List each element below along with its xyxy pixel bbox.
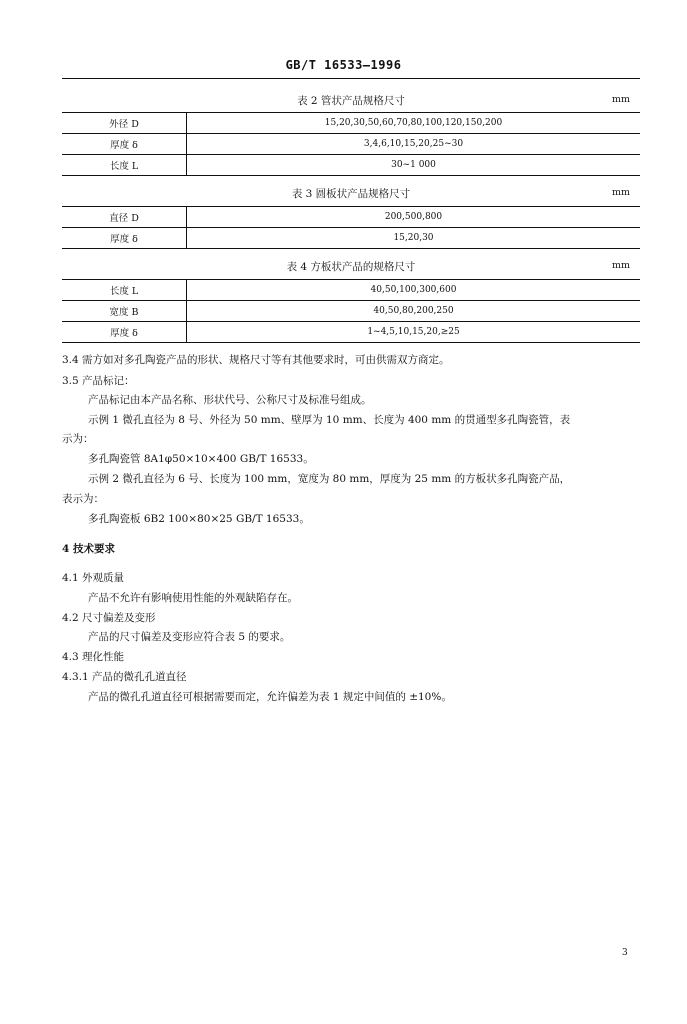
table4-row3-value: 1~4,5,10,15,20,≥25 bbox=[187, 322, 641, 343]
table2-caption bbox=[62, 93, 640, 109]
table3-title: 表 3 圆板状产品规格尺寸 bbox=[291, 188, 411, 200]
table-row bbox=[62, 207, 640, 228]
table3-row1-name: 直径 D bbox=[62, 207, 187, 228]
table-row bbox=[62, 113, 640, 134]
clause-4-3-1-heading: 4.3.1 产品的微孔孔道直径 bbox=[62, 671, 187, 683]
table4-row1-name: 长度 L bbox=[62, 280, 187, 301]
table4-row3-name: 厚度 δ bbox=[62, 322, 187, 343]
table2-row1-name: 外径 D bbox=[62, 113, 187, 134]
table4-row2-value: 40,50,80,200,250 bbox=[187, 301, 641, 322]
table2-row3-value: 30~1 000 bbox=[187, 155, 641, 176]
table-row bbox=[62, 301, 640, 322]
table-row bbox=[62, 280, 640, 301]
clause-3-5-heading: 3.5 产品标记： bbox=[62, 375, 135, 387]
example1-line1: 示例 1 微孔直径为 8 号、外径为 50 mm、壁厚为 10 mm、长度为 400 mm 的贯通型多孔陶瓷管，表 bbox=[88, 414, 571, 426]
table3-caption bbox=[62, 186, 640, 202]
table3 bbox=[62, 206, 640, 249]
header-rule bbox=[62, 78, 640, 79]
table2-row3-name: 长度 L bbox=[62, 155, 187, 176]
section-4-heading: 4 技术要求 bbox=[62, 543, 115, 555]
table3-row2-value: 15,20,30 bbox=[187, 228, 641, 249]
page-number: 3 bbox=[622, 948, 628, 958]
clause-3-5-description: 产品标记由本产品名称、形状代号、公称尺寸及标准号组成。 bbox=[88, 394, 372, 406]
table2-unit: mm bbox=[611, 94, 630, 105]
table3-unit: mm bbox=[611, 187, 630, 198]
table4-unit: mm bbox=[611, 260, 630, 271]
table4 bbox=[62, 279, 640, 343]
example2-line1: 示例 2 微孔直径为 6 号、长度为 100 mm，宽度为 80 mm，厚度为 25 mm 的方板状多孔陶瓷产品， bbox=[88, 473, 571, 485]
table2-row2-name: 厚度 δ bbox=[62, 134, 187, 155]
table4-caption bbox=[62, 259, 640, 275]
table3-row2-name: 厚度 δ bbox=[62, 228, 187, 249]
clause-4-1-text: 产品不允许有影响使用性能的外观缺陷存在。 bbox=[88, 592, 298, 604]
example2-line2: 表示为： bbox=[62, 493, 104, 505]
table4-row2-name: 宽度 B bbox=[62, 301, 187, 322]
table4-row1-value: 40,50,100,300,600 bbox=[187, 280, 641, 301]
example1-mark: 多孔陶瓷管 8A1φ50×10×400 GB/T 16533。 bbox=[88, 453, 314, 465]
table-row bbox=[62, 134, 640, 155]
table2-row1-value: 15,20,30,50,60,70,80,100,120,150,200 bbox=[187, 113, 641, 134]
table4-title: 表 4 方板状产品的规格尺寸 bbox=[286, 261, 416, 273]
table3-row1-value: 200,500,800 bbox=[187, 207, 641, 228]
table2-title: 表 2 管状产品规格尺寸 bbox=[297, 95, 405, 107]
clause-4-3-1-text: 产品的微孔孔道直径可根据需要而定，允许偏差为表 1 规定中间值的 ±10%。 bbox=[88, 691, 452, 703]
table-row bbox=[62, 155, 640, 176]
table2-row2-value: 3,4,6,10,15,20,25~30 bbox=[187, 134, 641, 155]
clause-4-2-heading: 4.2 尺寸偏差及变形 bbox=[62, 612, 156, 624]
clause-4-2-text: 产品的尺寸偏差及变形应符合表 5 的要求。 bbox=[88, 631, 291, 643]
table2 bbox=[62, 112, 640, 176]
clause-3-4: 3.4 需方如对多孔陶瓷产品的形状、规格尺寸等有其他要求时，可由供需双方商定。 bbox=[62, 354, 450, 366]
page-header: GB/T 16533—1996 bbox=[285, 58, 402, 72]
example2-mark: 多孔陶瓷板 6B2 100×80×25 GB/T 16533。 bbox=[88, 513, 310, 525]
clause-4-1-heading: 4.1 外观质量 bbox=[62, 572, 125, 584]
table-row bbox=[62, 228, 640, 249]
table-row bbox=[62, 322, 640, 343]
example1-line2: 示为： bbox=[62, 433, 94, 445]
clause-4-3-heading: 4.3 理化性能 bbox=[62, 651, 125, 663]
